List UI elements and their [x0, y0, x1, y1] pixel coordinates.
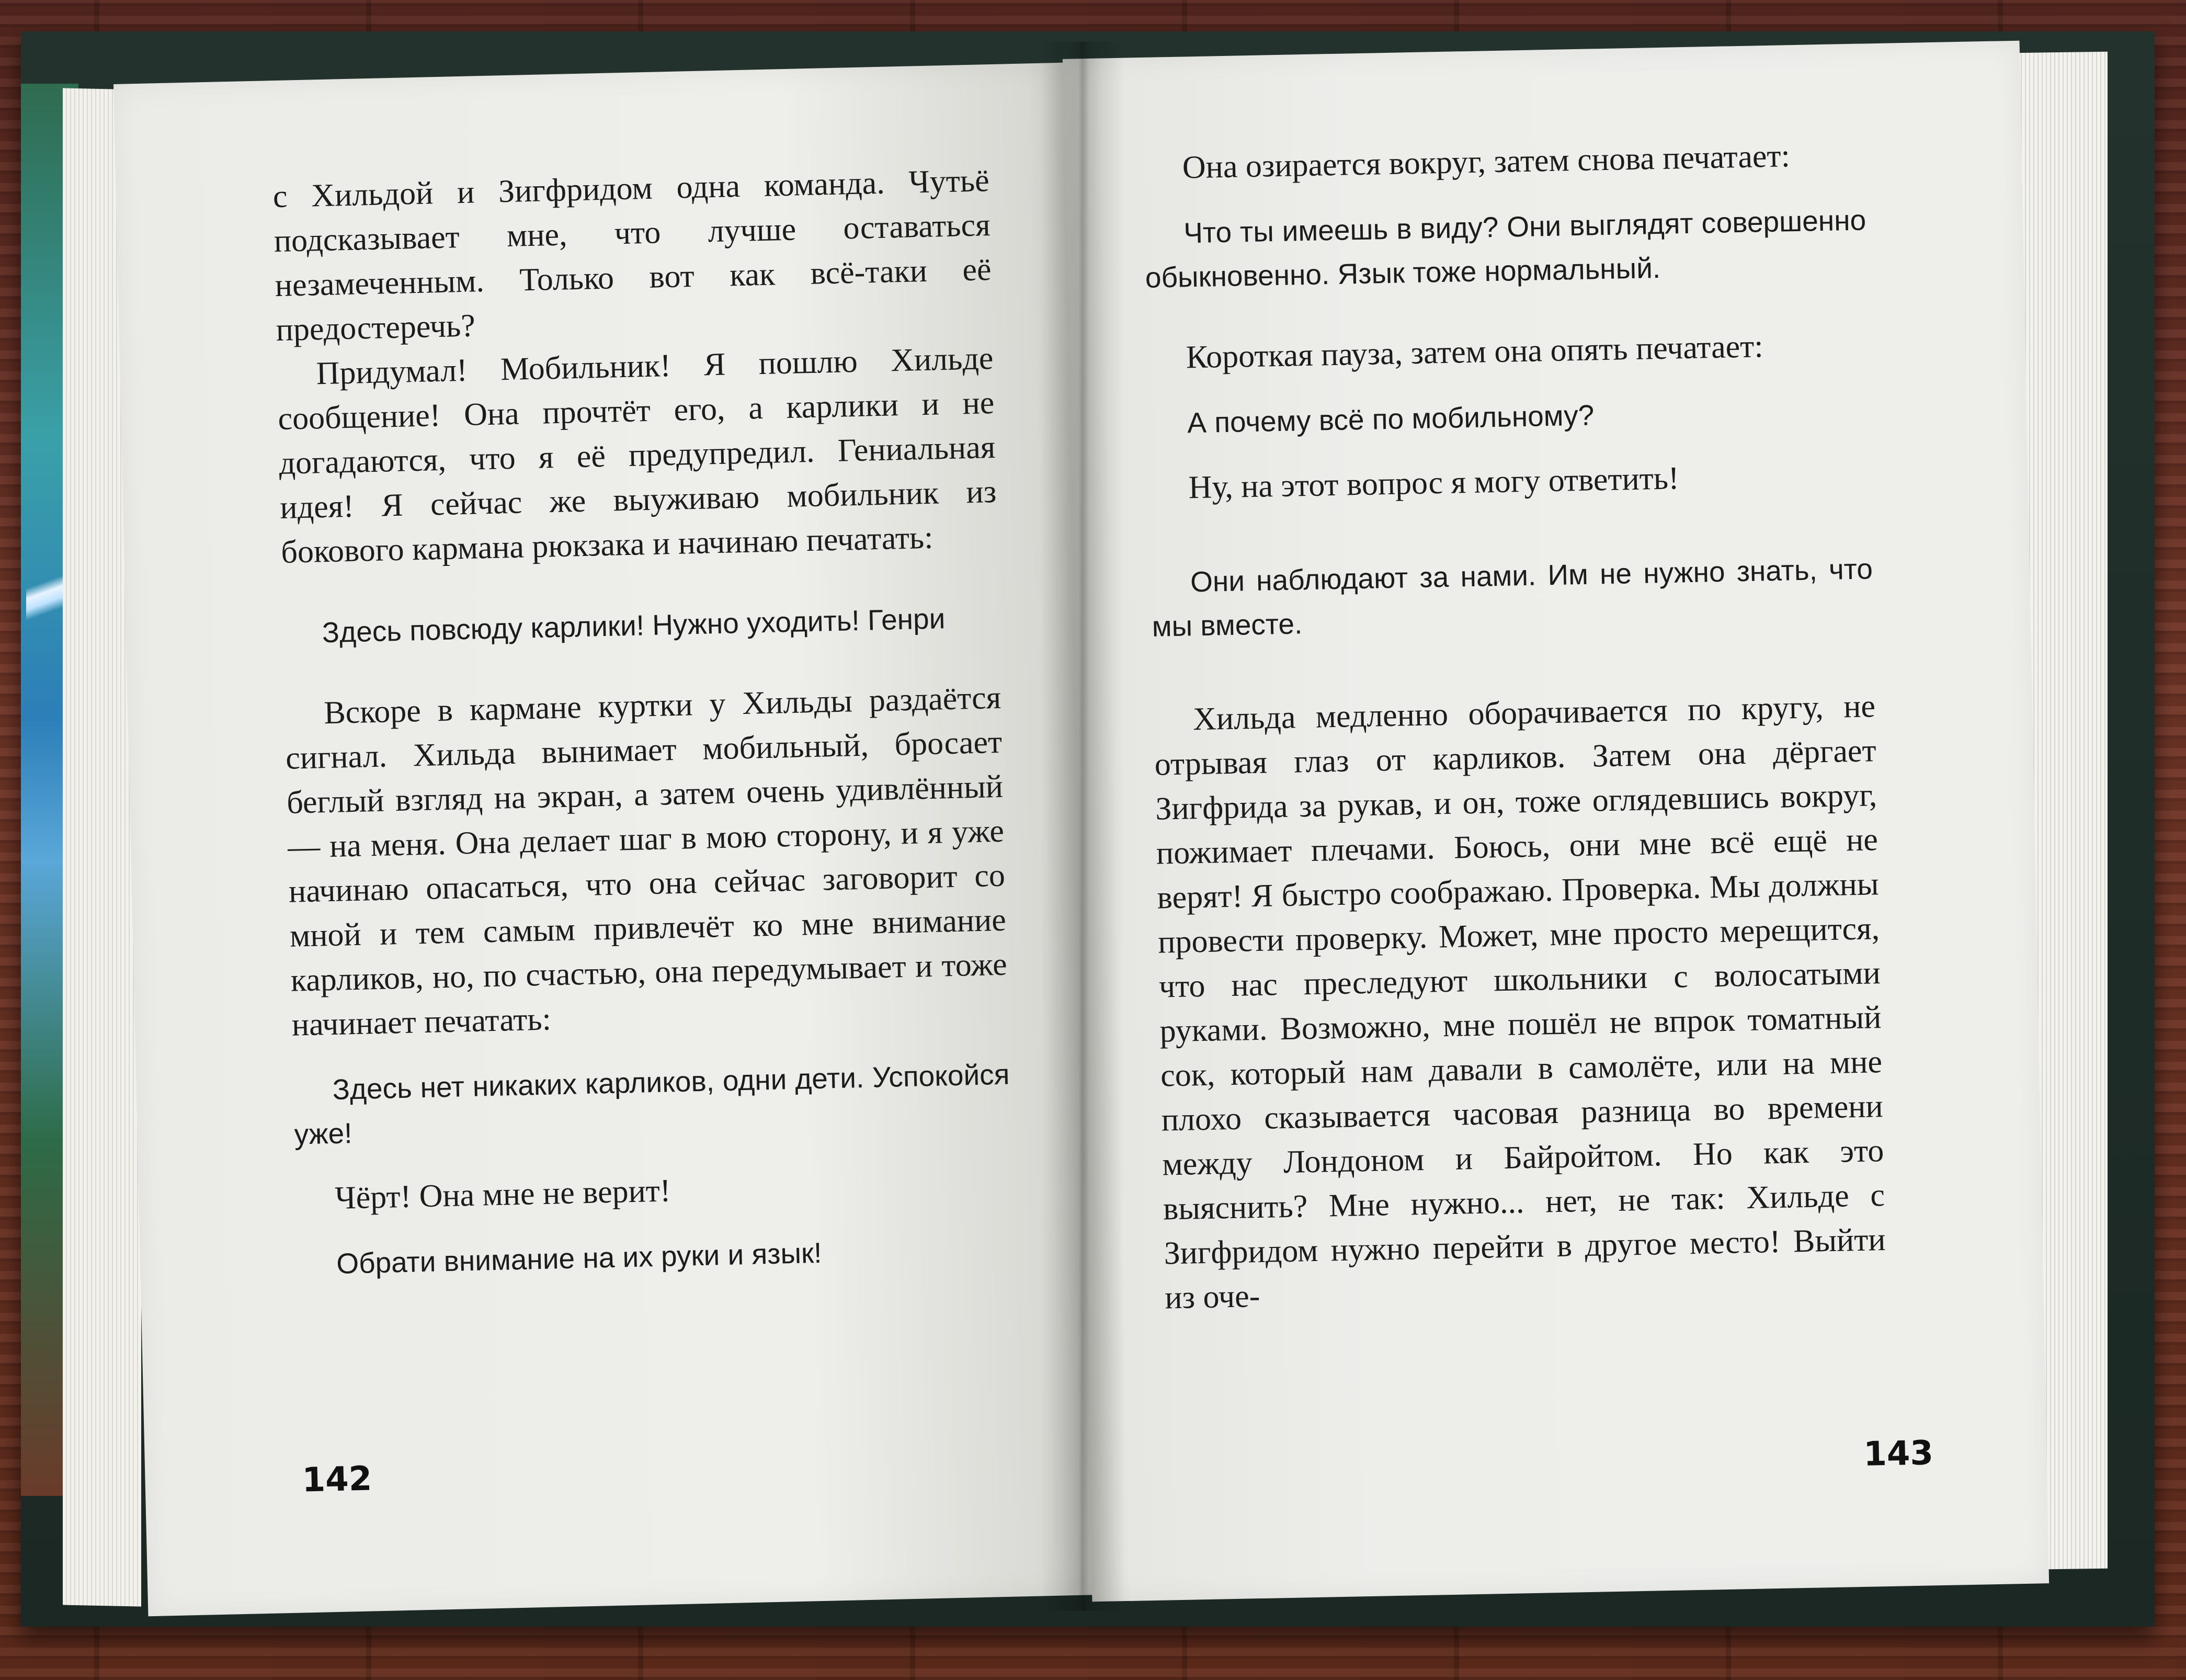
text-message: Здесь нет никаких карликов, одни дети. Успокойся уже!	[293, 1058, 1010, 1151]
paragraph: Ну, на этот вопрос я могу ответить!	[1188, 460, 1680, 506]
right-page-text	[1143, 132, 1887, 1320]
text-message: Обрати внимание на их руки и язык!	[336, 1236, 823, 1280]
page-number: 143	[1863, 1434, 1934, 1474]
paragraph: Короткая пауза, затем она опять печатает:	[1186, 328, 1764, 376]
paragraph: Вскоре в кармане куртки у Хильды раздаётся сигнал. Хильда вынимает мобильный, бросает беглый взгляд на экран, а затем очень удивлённый — на меня. Она делает шаг в мою сторону, и я уже начинаю опасаться, что она сейчас заговорит со мной и тем самым привлечёт ко мне внимание карликов, но, по счастью, она передумывает и тоже начинает печатать:	[285, 679, 1008, 1043]
paragraph: Придумал! Мобильник! Я пошлю Хильде сообщение! Она прочтёт его, а карлики и не догадаются, что я её предупредил. Гениальная идея! Я сейчас же выуживаю мобильник из бокового кармана рюкзака и начинаю печатать:	[277, 340, 997, 570]
paragraph: Она озирается вокруг, затем снова печатает:	[1182, 138, 1791, 186]
text-message: Они наблюдают за нами. Им не нужно знать, что мы вместе.	[1152, 552, 1873, 643]
text-message: А почему всё по мобильному?	[1187, 399, 1595, 439]
paragraph: Чёрт! Она мне не верит!	[334, 1173, 671, 1216]
left-page-text	[272, 158, 1014, 1287]
paragraph: с Хильдой и Зигфридом одна команда. Чутьё подсказывает мне, что лучше оставаться незамеченным. Только вот как всё-таки её предостеречь?	[272, 163, 992, 348]
left-page	[113, 63, 1100, 1617]
right-page	[1063, 41, 2049, 1602]
text-message: Здесь повсюду карлики! Нужно уходить! Генри	[322, 602, 946, 649]
page-number: 142	[301, 1459, 373, 1500]
text-message: Что ты имеешь в виду? Они выглядят совершенно обыкновенно. Язык тоже нормальный.	[1145, 203, 1866, 294]
paragraph: Хильда медленно оборачивается по кругу, не отрывая глаз от карликов. Затем она дёргает Зигфрида за рукав, и он, тоже оглядевшись вокруг, пожимает плечами. Боюсь, они мне всё ещё не верят! Я быстро соображаю. Проверка. Мы должны провести проверку. Может, мне просто мерещится, что нас преследуют школьники с волосатыми руками. Возможно, мне пошёл не впрок томатный сок, который нам давали в самолёте, или на мне плохо сказывается часовая разница во времени между Лондоном и Байройтом. Но как это выяснить? Мне нужно... нет, не так: Хильде с Зигфридом нужно перейти в другое место! Выйти из оче-	[1154, 688, 1886, 1316]
